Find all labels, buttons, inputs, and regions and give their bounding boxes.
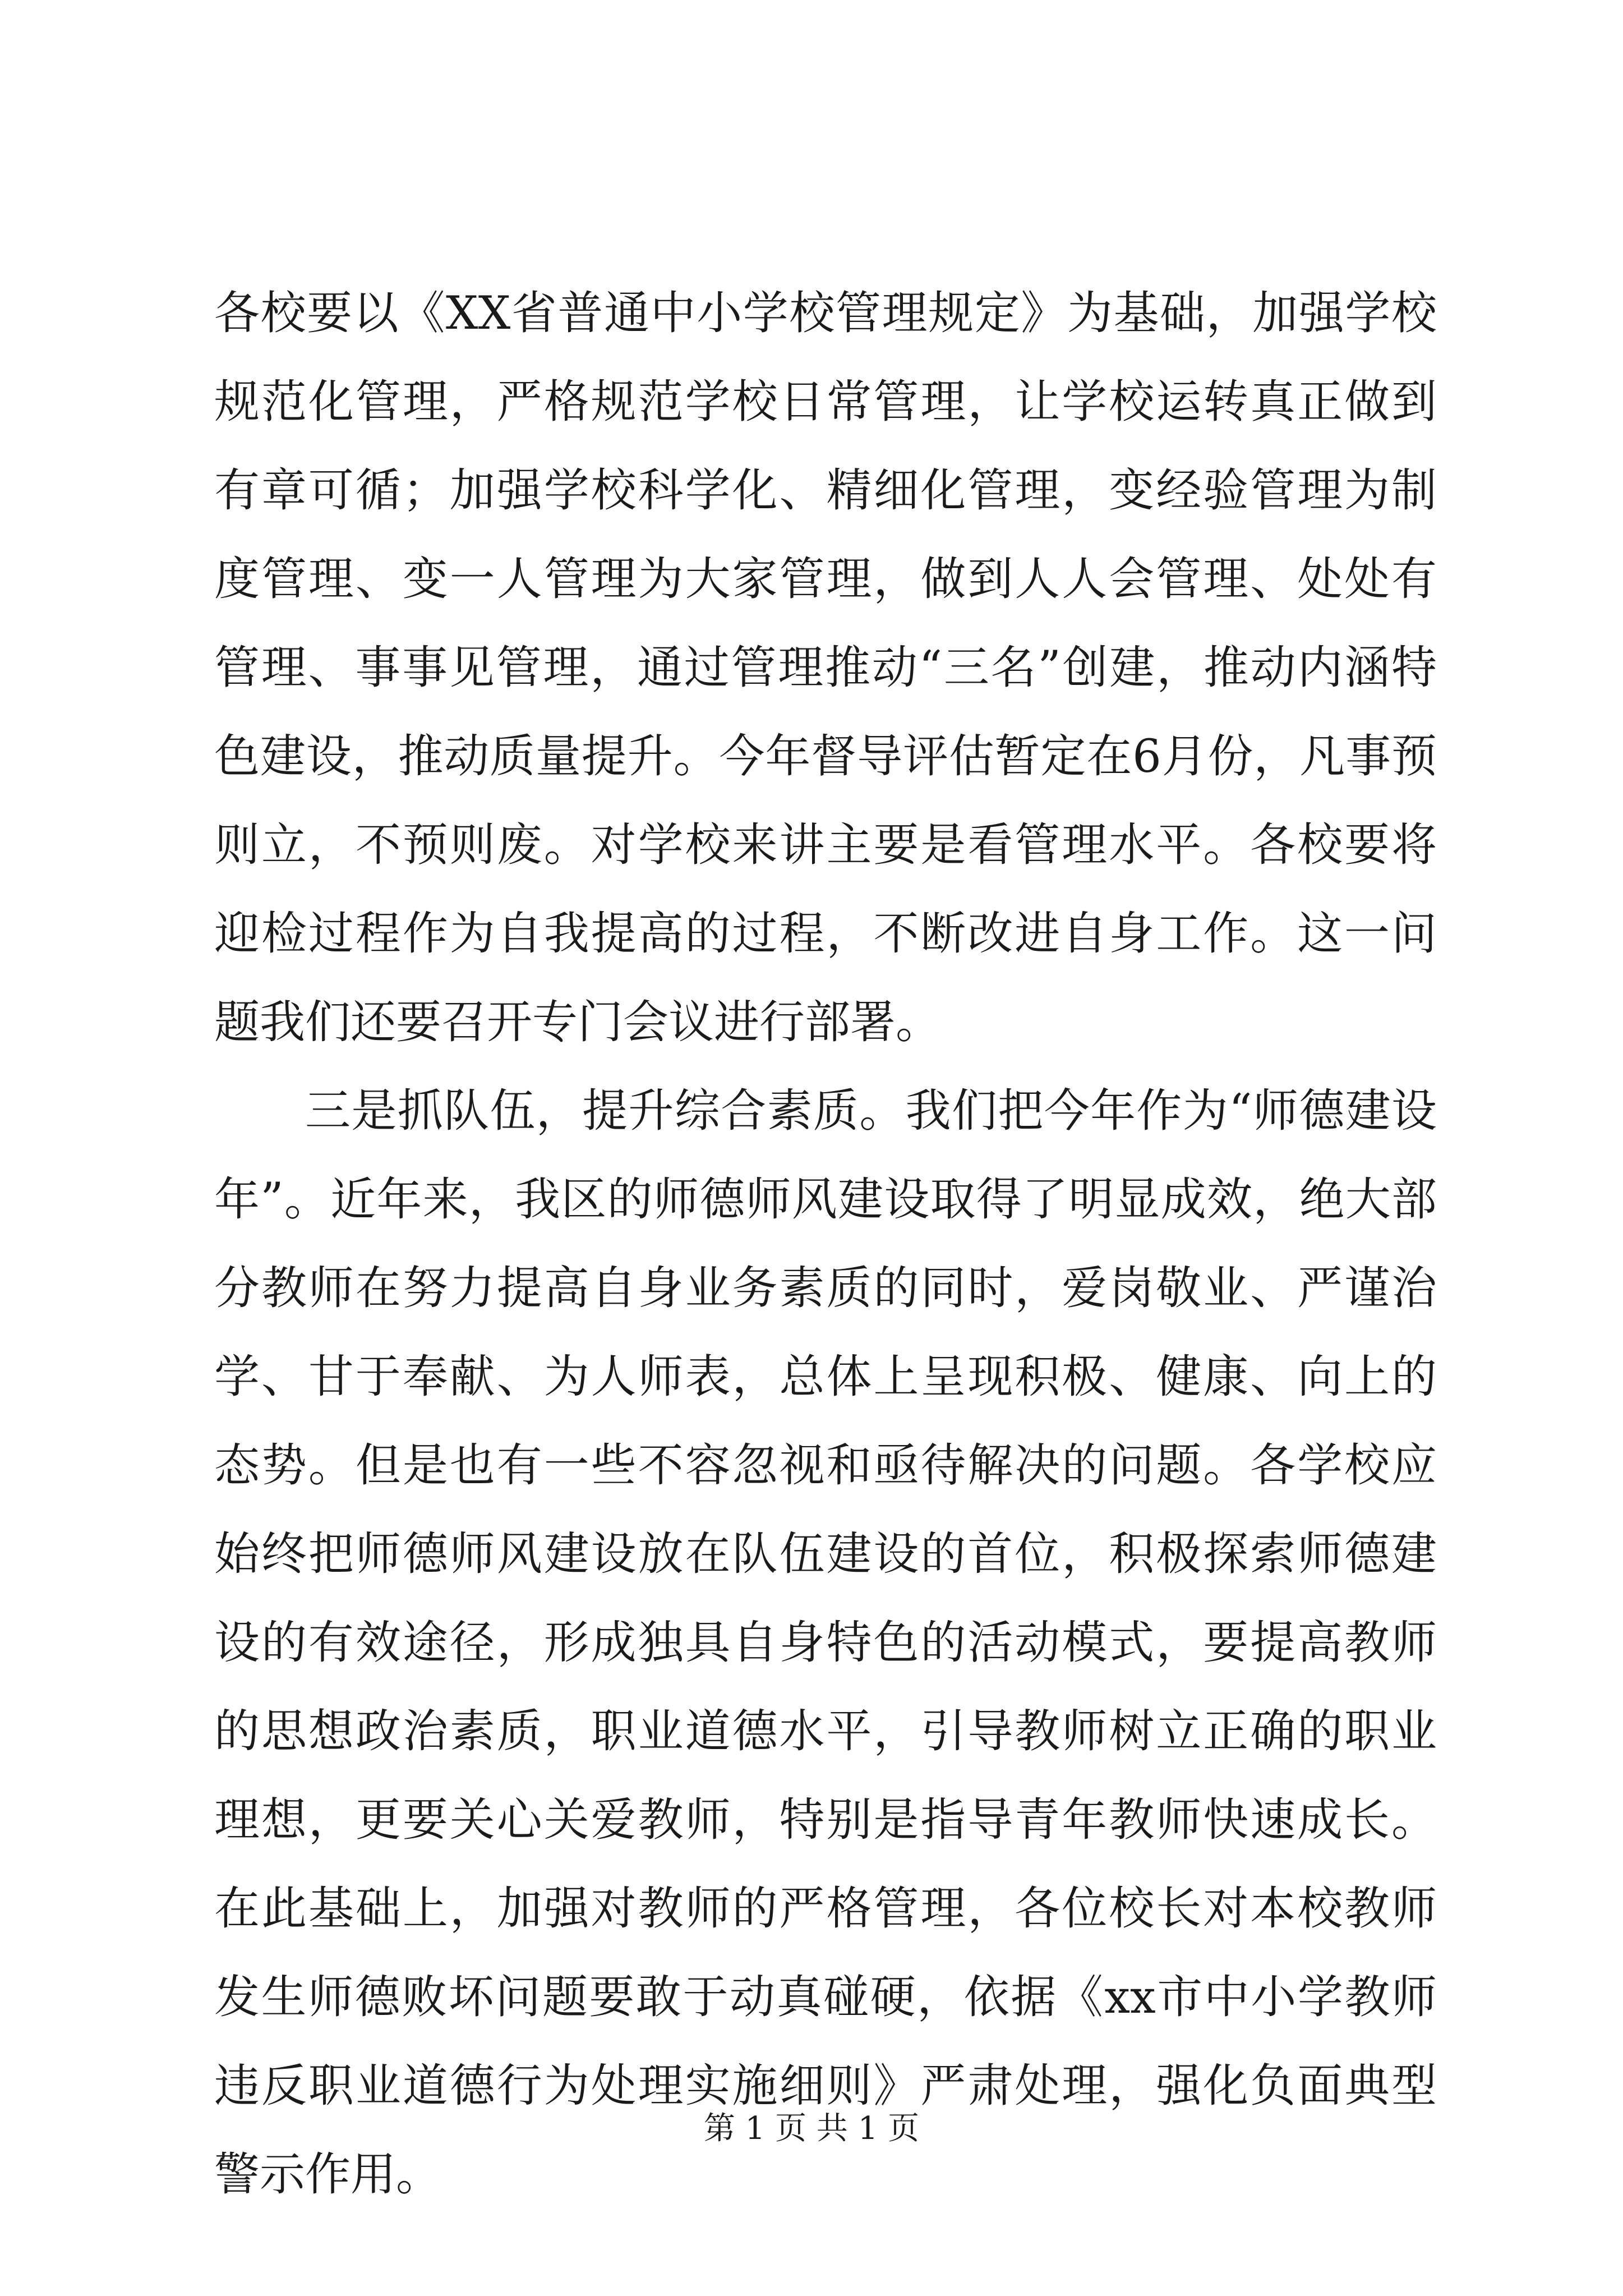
paragraph-school-management: 各校要以《XX省普通中小学校管理规定》为基础，加强学校规范化管理，严格规范学校日常管理，让学校运转真正做到有章可循；加强学校科学化、精细化管理，变经验管理为制度管理、变一人管理为大家管理，做到人人会管理、处处有管理、事事见管理，通过管理推动“三名”创建，推动内涵特色建设，推动质量提升。今年督导评估暂定在6月份，凡事预则立，不预则废。对学校来讲主要是看管理水平。各校要将迎检过程作为自我提高的过程，不断改进自身工作。这一问题我们还要召开专门会议进行部署。 — [214, 287, 1437, 1049]
page-footer: 第 1 页 共 1 页 — [703, 2110, 920, 2147]
document-body — [214, 269, 1437, 2219]
paragraph-teacher-ethics: 三是抓队伍，提升综合素质。我们把今年作为“师德建设年”。近年来，我区的师德师风建设取得了明显成效，绝大部分教师在努力提高自身业务素质的同时，爱岗敬业、严谨治学、甘于奉献、为人师表，总体上呈现积极、健康、向上的态势。但是也有一些不容忽视和亟待解决的问题。各学校应始终把师德师风建设放在队伍建设的首位，积极探索师德建设的有效途径，形成独具自身特色的活动模式，要提高教师的思想政治素质，职业道德水平，引导教师树立正确的职业理想，更要关心关爱教师，特别是指导青年教师快速成长。在此基础上，加强对教师的严格管理，各位校长对本校教师发生师德败坏问题要敢于动真碰硬，依据《xx市中小学教师违反职业道德行为处理实施细则》严肃处理，强化负面典型警示作用。 — [214, 1085, 1437, 2201]
